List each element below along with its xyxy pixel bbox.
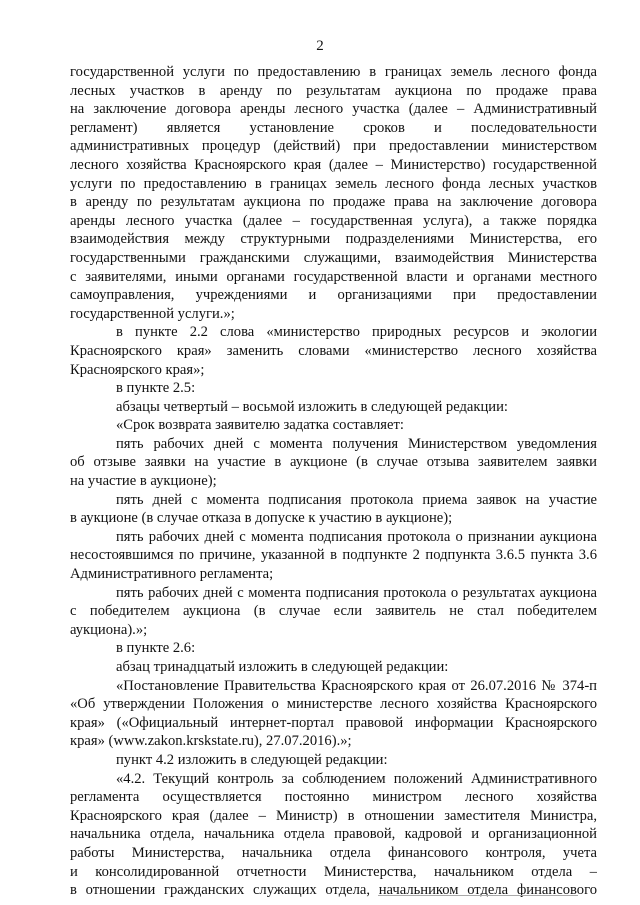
text-line: государственной услуги.»; xyxy=(70,305,235,322)
text-line: «4.2. Текущий контроль за соблюдением положений Административного xyxy=(116,770,597,787)
text-line: пять рабочих дней с момента получения Министерством уведомления xyxy=(116,435,597,452)
text-line: пять рабочих дней с момента подписания протокола о признании аукциона xyxy=(116,528,597,545)
document-body xyxy=(70,63,597,900)
text-line: аренды лесного участка (далее – государственная услуга), а также порядка xyxy=(70,212,597,229)
text-line: взаимодействия между структурными подразделениями Министерства, его xyxy=(70,231,597,248)
text-line: регламента осуществляется постоянно министром лесного хозяйства xyxy=(70,789,597,806)
text-line: Красноярского края»; xyxy=(70,361,205,378)
text-line: в пункте 2.5: xyxy=(116,380,196,397)
text-line: и консолидированной отчетности Министерства, начальником отдела – xyxy=(70,863,597,880)
text-line: лесных участков в аренду по результатам аукциона по продаже права xyxy=(70,82,597,99)
text-line: начальника отдела, начальника отдела правовой, кадровой и организационной xyxy=(70,826,597,843)
text-line: в пункте 2.6: xyxy=(116,640,196,657)
text-line: края» (www.zakon.krskstate.ru), 27.07.2016).»; xyxy=(70,733,352,750)
text-line: на заключение договора аренды лесного участка (далее – Административный xyxy=(70,101,597,118)
page-number: 2 xyxy=(316,38,324,54)
text-line: в аукционе (в случае отказа в допуске к участию в аукционе); xyxy=(70,510,453,527)
text-line: в пункте 2.2 слова «министерство природных ресурсов и экологии xyxy=(116,324,597,341)
text-line: края» («Официальный интернет-портал правовой информации Красноярского xyxy=(70,714,597,731)
text-line: «Постановление Правительства Красноярского края от 26.07.2016 № 374-п xyxy=(116,677,597,694)
text-line: государственными гражданскими служащими, взаимодействия Министерства xyxy=(70,249,597,266)
text-line: «Срок возврата заявителю задатка составляет: xyxy=(116,417,404,434)
footer-rule xyxy=(378,895,578,896)
text-line: Административного регламента; xyxy=(70,566,274,583)
text-line: Красноярского края» заменить словами «министерство лесного хозяйства xyxy=(70,342,597,359)
text-line: в отношении гражданских служащих отдела, начальником отдела финансового xyxy=(70,882,597,899)
text-line: «Об утверждении Положения о министерстве лесного хозяйства Красноярского xyxy=(70,696,597,713)
text-line: с заявителями, иными органами государственной власти и органами местного xyxy=(70,268,597,285)
text-line: государственной услуги по предоставлению в границах земель лесного фонда xyxy=(70,64,597,80)
text-line: аукциона).»; xyxy=(70,621,148,638)
text-line: с победителем аукциона (в случае если заявитель не стал победителем xyxy=(70,603,597,620)
text-line: абзац тринадцатый изложить в следующей редакции: xyxy=(116,659,449,675)
text-line: административных процедур (действий) при предоставлении министерством xyxy=(70,138,597,155)
text-line: абзацы четвертый – восьмой изложить в следующей редакции: xyxy=(116,398,508,415)
text-line: услуги по предоставлению в границах земель лесного фонда лесных участков xyxy=(70,175,597,192)
text-line: Красноярского края (далее – Министр) в отношении заместителя Министра, xyxy=(70,807,597,824)
text-line: лесного хозяйства Красноярского края (далее – Министерство) государственной xyxy=(70,156,597,173)
text-line: об отзыве заявки на участие в аукционе (в случае отзыва заявителем заявки xyxy=(70,454,597,471)
text-line: работы Министерства, начальника отдела финансового контроля, учета xyxy=(70,844,597,861)
text-line: самоуправления, учреждениями и организациями при предоставлении xyxy=(70,287,597,304)
text-line: пять дней с момента подписания протокола приема заявок на участие xyxy=(116,491,597,508)
text-line: регламент) является установление сроков и последовательности xyxy=(70,119,597,136)
text-line: на участие в аукционе); xyxy=(70,473,217,490)
text-line: пункт 4.2 изложить в следующей редакции: xyxy=(116,751,388,768)
text-line: в аренду по результатам аукциона по продаже права на заключение договора xyxy=(70,194,597,211)
text-line: несостоявшимся по причине, указанной в подпункте 2 подпункта 3.6.5 пункта 3.6 xyxy=(70,547,597,564)
text-line: пять рабочих дней с момента подписания протокола о результатах аукциона xyxy=(116,584,597,601)
